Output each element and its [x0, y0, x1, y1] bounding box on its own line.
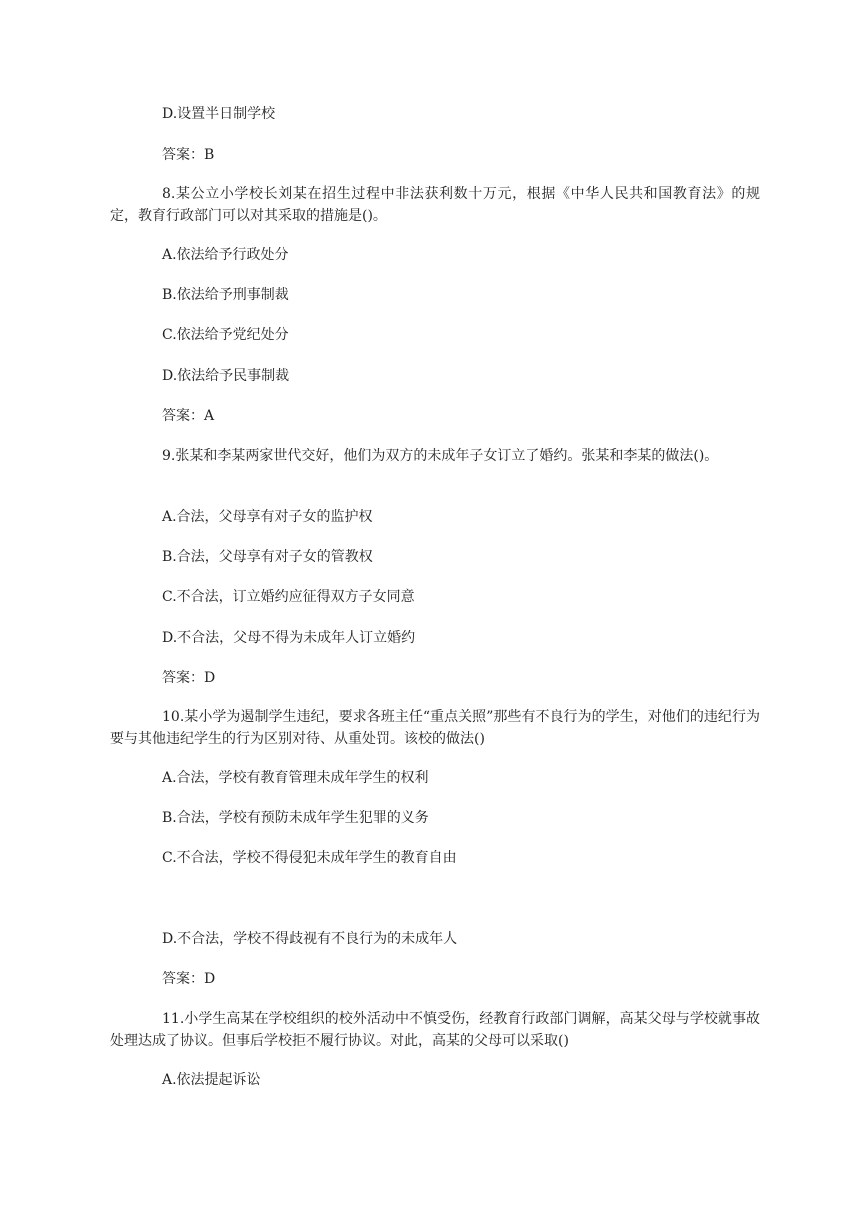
q8-option-a: A.依法给予行政处分 [162, 247, 289, 263]
q8-stem: 8.某公立小学校长刘某在招生过程中非法获利数十万元，根据《中华人民共和国教育法》的规定，教育行政部门可以对其采取的措施是()。 [110, 186, 760, 224]
q9-option-d: D.不合法，父母不得为未成年人订立婚约 [162, 630, 416, 646]
q11-stem: 11.小学生高某在学校组织的校外活动中不慎受伤，经教育行政部门调解，高某父母与学校就事故处理达成了协议。但事后学校拒不履行协议。对此，高某的父母可以采取() [110, 1011, 760, 1049]
q9-option-a: A.合法，父母享有对子女的监护权 [162, 509, 373, 525]
q10-option-d: D.不合法，学校不得歧视有不良行为的未成年人 [162, 931, 458, 947]
q8-option-b: B.依法给予刑事制裁 [162, 287, 289, 303]
q11-option-a: A.依法提起诉讼 [162, 1072, 261, 1088]
q7-answer: 答案：B [162, 147, 215, 163]
q9-option-c: C.不合法，订立婚约应征得双方子女同意 [162, 589, 415, 605]
q10-stem: 10.某小学为遏制学生违纪，要求各班主任“重点关照”那些有不良行为的学生，对他们的违纪行为要与其他违纪学生的行为区别对待、从重处罚。该校的做法() [110, 709, 760, 747]
q9-stem: 9.张某和李某两家世代交好，他们为双方的未成年子女订立了婚约。张某和李某的做法()。 [162, 448, 719, 464]
q7-option-d: D.设置半日制学校 [162, 106, 276, 122]
q10-answer: 答案：D [162, 971, 216, 987]
q8-option-d: D.依法给予民事制裁 [162, 368, 290, 384]
q8-answer: 答案：A [162, 408, 215, 424]
q8-option-c: C.依法给予党纪处分 [162, 327, 289, 343]
q10-option-a: A.合法，学校有教育管理未成年学生的权利 [162, 770, 429, 786]
q10-option-c: C.不合法，学校不得侵犯未成年学生的教育自由 [162, 850, 457, 866]
q10-option-b: B.合法，学校有预防未成年学生犯罪的义务 [162, 810, 429, 826]
q9-answer: 答案：D [162, 670, 216, 686]
q9-option-b: B.合法，父母享有对子女的管教权 [162, 549, 373, 565]
